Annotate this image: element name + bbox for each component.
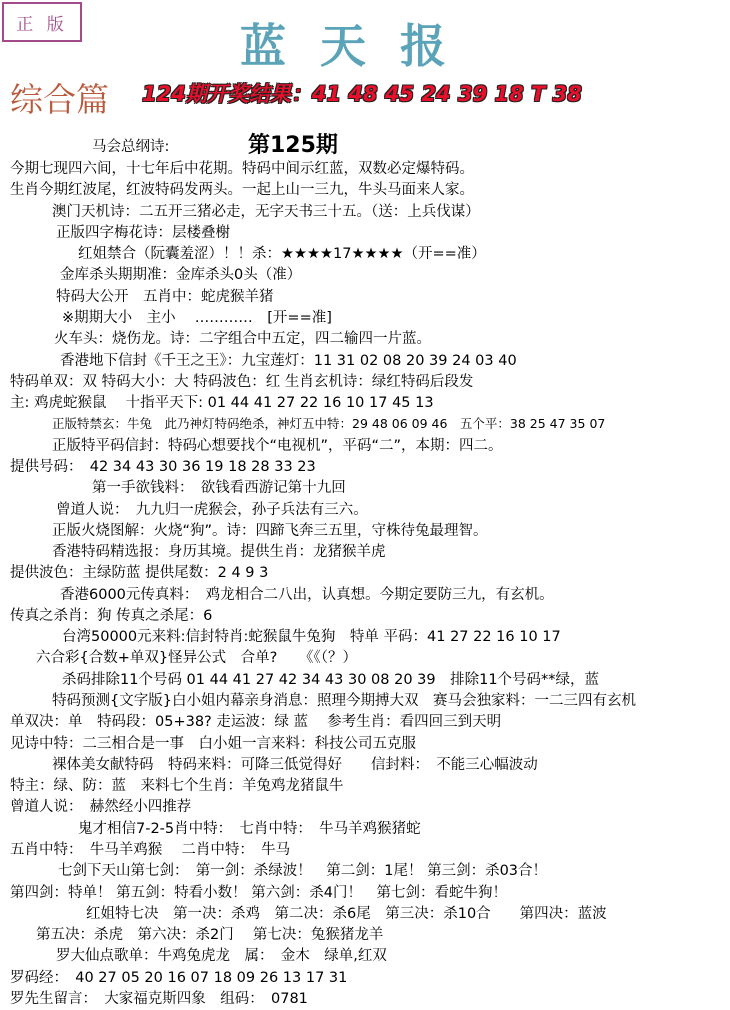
article-line: 正版特平码信封：特码心想要找个“电视机”，平码“二”，本期：四二。 (52, 438, 503, 454)
article-line: 红姐禁合（阮囊羞涩）！！杀：★★★★17★★★★（开==准） (78, 246, 486, 262)
article-line: 六合彩{合数+单双}怪异公式 合单? 《《（？） (36, 650, 358, 666)
article-line: 金库杀头期期准：金库杀头0头（准） (60, 267, 302, 283)
article-line: 罗大仙点歌单：牛鸡兔虎龙 属： 金木 绿单,红双 (56, 948, 387, 964)
zhengban-badge: 正 版 (2, 2, 82, 42)
article-line: 台湾50000元来料:信封特肖:蛇猴鼠牛兔狗 特单 平码：41 27 22 16 10 17 (62, 629, 561, 645)
article-line: 提供号码： 42 34 43 30 36 19 18 28 33 23 (10, 459, 316, 475)
article-line: 正版四字梅花诗：层楼叠榭 (56, 225, 230, 241)
article-line: 杀码排除11个号码 01 44 41 27 42 34 43 30 08 20 39 排除11个号码**绿，蓝 (62, 672, 600, 688)
article-line: 罗先生留言： 大家福克斯四象 组码： 0781 (10, 991, 308, 1007)
article-line: 主: 鸡虎蛇猴鼠 十指平天下: 01 44 41 27 22 16 10 17 45 13 (10, 395, 434, 411)
article-line: 见诗中特：二三相合是一事 白小姐一言来料：科技公司五克服 (10, 736, 416, 752)
article-line: 香港6000元传真料： 鸡龙相合二八出，认真想。今期定要防三九，有玄机。 (60, 587, 554, 603)
article-line: 香港特码精选报：身历其境。提供生肖：龙猪猴羊虎 (52, 544, 386, 560)
article-line: 七剑下天山第七剑： 第一剑：杀绿波！ 第二剑：1尾！ 第三剑：杀03合！ (58, 863, 548, 879)
article-line: 罗码经： 40 27 05 20 16 07 18 09 26 13 17 31 (10, 970, 348, 986)
article-line: 正版特禁玄：牛兔 此乃神灯特码绝杀，神灯五中特：29 48 06 09 46 五个平：38 25 47 35 07 (52, 416, 606, 431)
poem-title: 马会总纲诗: (92, 139, 170, 155)
article-line: 第五决：杀虎 第六决：杀2门 第七决：兔猴猪龙羊 (36, 927, 384, 943)
article-line: 曾道人说： 九九归一虎猴会，孙子兵法有三六。 (56, 502, 368, 518)
section-title: 综合篇 (10, 80, 109, 119)
article-line: 单双决：单 特码段：05+38? 走运波：绿 蓝 参考生肖：看四回三到天明 (10, 714, 502, 730)
article-line: 红姐特七决 第一决：杀鸡 第二决：杀6尾 第三决：杀10合 第四决：蓝波 (86, 906, 607, 922)
article-line: 火车头：烧伤龙。诗：二字组合中五定，四二输四一片蓝。 (54, 331, 431, 347)
article-line: 第一手欲钱料： 欲钱看西游记第十九回 (92, 480, 346, 496)
article-line: 特码预测{文字版}白小姐内幕亲身消息：照理今期搏大双 赛马会独家料：一二三四有玄机 (52, 693, 636, 709)
article-line: 特码单双：双 特码大小：大 特码波色：红 生肖玄机诗：绿红特码后段发 (10, 374, 474, 390)
article-line: 五肖中特： 牛马羊鸡猴 二肖中特： 牛马 (10, 842, 291, 858)
article-line: ※期期大小 主小 ………… [开==准] (62, 310, 332, 326)
article-line: 香港地下信封《千王之王》：九宝莲灯：11 31 02 08 20 39 24 03 40 (60, 353, 517, 369)
newspaper-title: 蓝天报 (240, 19, 480, 73)
article-line: 提供波色：主绿防蓝 提供尾数：2 4 9 3 (10, 565, 269, 581)
article-line: 传真之杀肖：狗 传真之杀尾：6 (10, 608, 213, 624)
article-line: 第四剑：特单！ 第五剑：特看小数！ 第六剑：杀4门！ 第七剑：看蛇牛狗！ (10, 885, 507, 901)
article-line: 特码大公开 五肖中：蛇虎猴羊猪 (56, 289, 274, 305)
issue-number: 第125期 (248, 133, 338, 158)
article-line: 特主：绿、防：蓝 来料七个生肖：羊兔鸡龙猪鼠牛 (10, 778, 344, 794)
article-line: 曾道人说： 赫然经小四推荐 (10, 799, 192, 815)
article-line: 澳门天机诗：二五开三猪必走，无字天书三十五。（送：上兵伐谋） (52, 204, 480, 220)
article-line: 鬼才相信7-2-5肖中特： 七肖中特： 牛马羊鸡猴猪蛇 (78, 821, 421, 837)
draw-result-banner: 124期开奖结果：41 48 45 24 39 18 T 38 (142, 82, 582, 106)
article-line: 生肖今期红波尾，红波特码发两头。一起上山一三九，牛头马面来人家。 (10, 182, 474, 198)
article-line: 正版火烧图解：火烧“狗”。诗：四蹄飞奔三五里，守株待兔最理智。 (52, 523, 488, 539)
article-line: 裸体美女献特码 特码来料：可降三低觉得好 信封料： 不能三心幅波动 (52, 757, 538, 773)
article-line: 今期七现四六间，十七年后中花期。特码中间示红蓝，双数必定爆特码。 (10, 161, 474, 177)
